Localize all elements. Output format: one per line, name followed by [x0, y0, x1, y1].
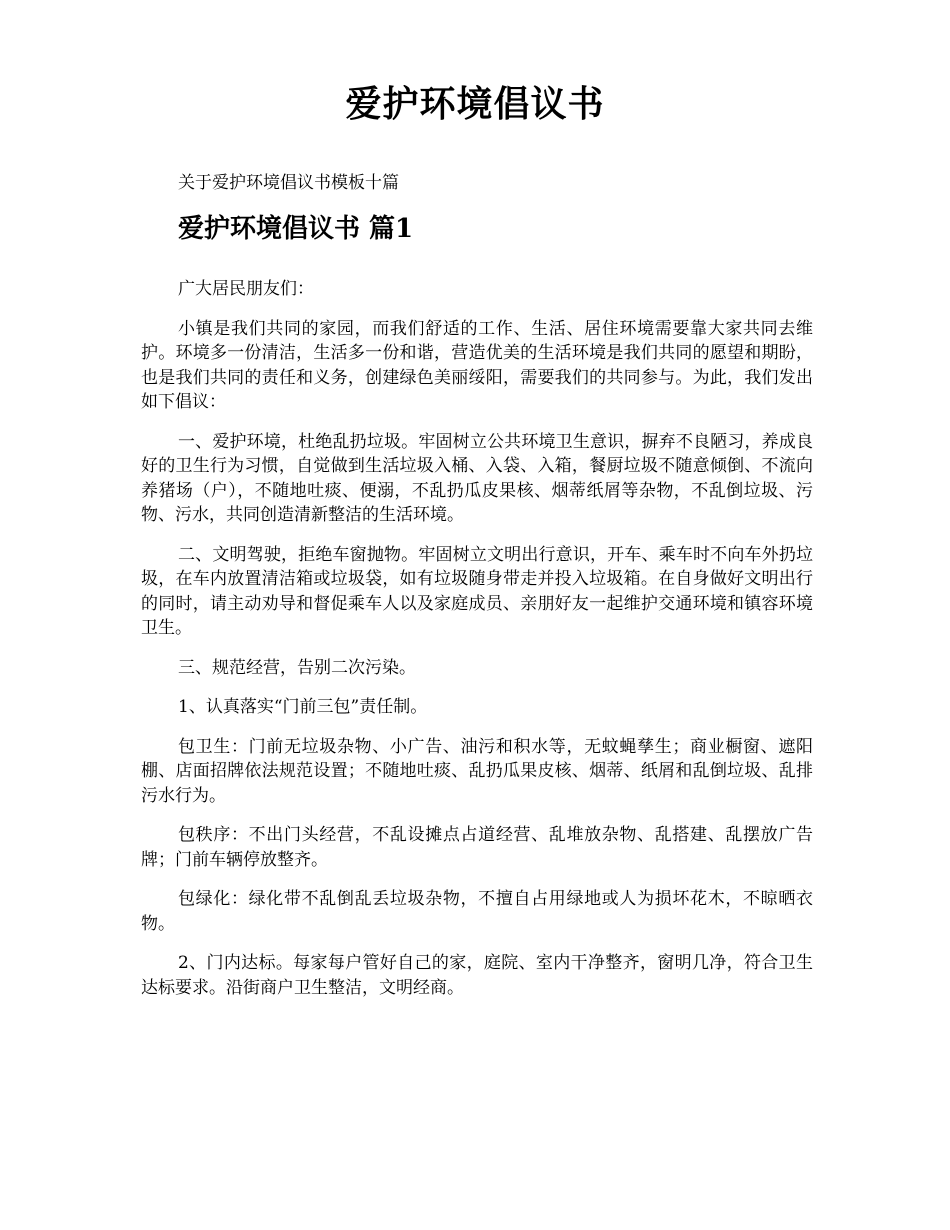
proposal-one-paragraph: 一、爱护环境，杜绝乱扔垃圾。牢固树立公共环境卫生意识，摒弃不良陋习，养成良好的卫生行为习惯，自觉做到生活垃圾入桶、入袋、入箱，餐厨垃圾不随意倾倒、不流向养猪场（户），不随地吐痰、便溺，不乱扔瓜皮果核、烟蒂纸屑等杂物，不乱倒垃圾、污物、污水，共同创造清新整洁的生活环境。	[141, 431, 813, 525]
item-one-paragraph: 1、认真落实“门前三包”责任制。	[178, 697, 428, 717]
intro-paragraph: 小镇是我们共同的家园，而我们舒适的工作、生活、居住环境需要靠大家共同去维护。环境多一份清洁，生活多一份和谐，营造优美的生活环境是我们共同的愿望和期盼，也是我们共同的责任和义务，创建绿色美丽绥阳，需要我们的共同参与。为此，我们发出如下倡议：	[141, 318, 813, 412]
section-heading: 爱护环境倡议书 篇1	[178, 214, 414, 244]
document-body	[141, 277, 813, 1015]
document-subtitle: 关于爱护环境倡议书模板十篇	[178, 173, 399, 193]
greening-paragraph: 包绿化：绿化带不乱倒乱丢垃圾杂物，不擅自占用绿地或人为损坏花木，不晾晒衣物。	[141, 889, 813, 934]
order-paragraph: 包秩序：不出门头经营，不乱设摊点占道经营、乱堆放杂物、乱搭建、乱摆放广告牌；门前车辆停放整齐。	[141, 825, 813, 870]
document-title: 爱护环境倡议书	[345, 83, 605, 125]
item-two-paragraph: 2、门内达标。每家每户管好自己的家，庭院、室内干净整齐，窗明几净，符合卫生达标要求。沿街商户卫生整洁，文明经商。	[141, 953, 813, 998]
proposal-three-paragraph: 三、规范经营，告别二次污染。	[178, 657, 416, 678]
salutation-paragraph: 广大居民朋友们：	[178, 279, 314, 299]
hygiene-paragraph: 包卫生：门前无垃圾杂物、小广告、油污和积水等，无蚊蝇孳生；商业橱窗、遮阳棚、店面招牌依法规范设置；不随地吐痰、乱扔瓜果皮核、烟蒂、纸屑和乱倒垃圾、乱排污水行为。	[141, 736, 813, 806]
proposal-two-paragraph: 二、文明驾驶，拒绝车窗抛物。牢固树立文明出行意识，开车、乘车时不向车外扔垃圾，在车内放置清洁箱或垃圾袋，如有垃圾随身带走并投入垃圾箱。在自身做好文明出行的同时，请主动劝导和督促乘车人以及家庭成员、亲朋好友一起维护交通环境和镇容环境卫生。	[141, 544, 813, 638]
